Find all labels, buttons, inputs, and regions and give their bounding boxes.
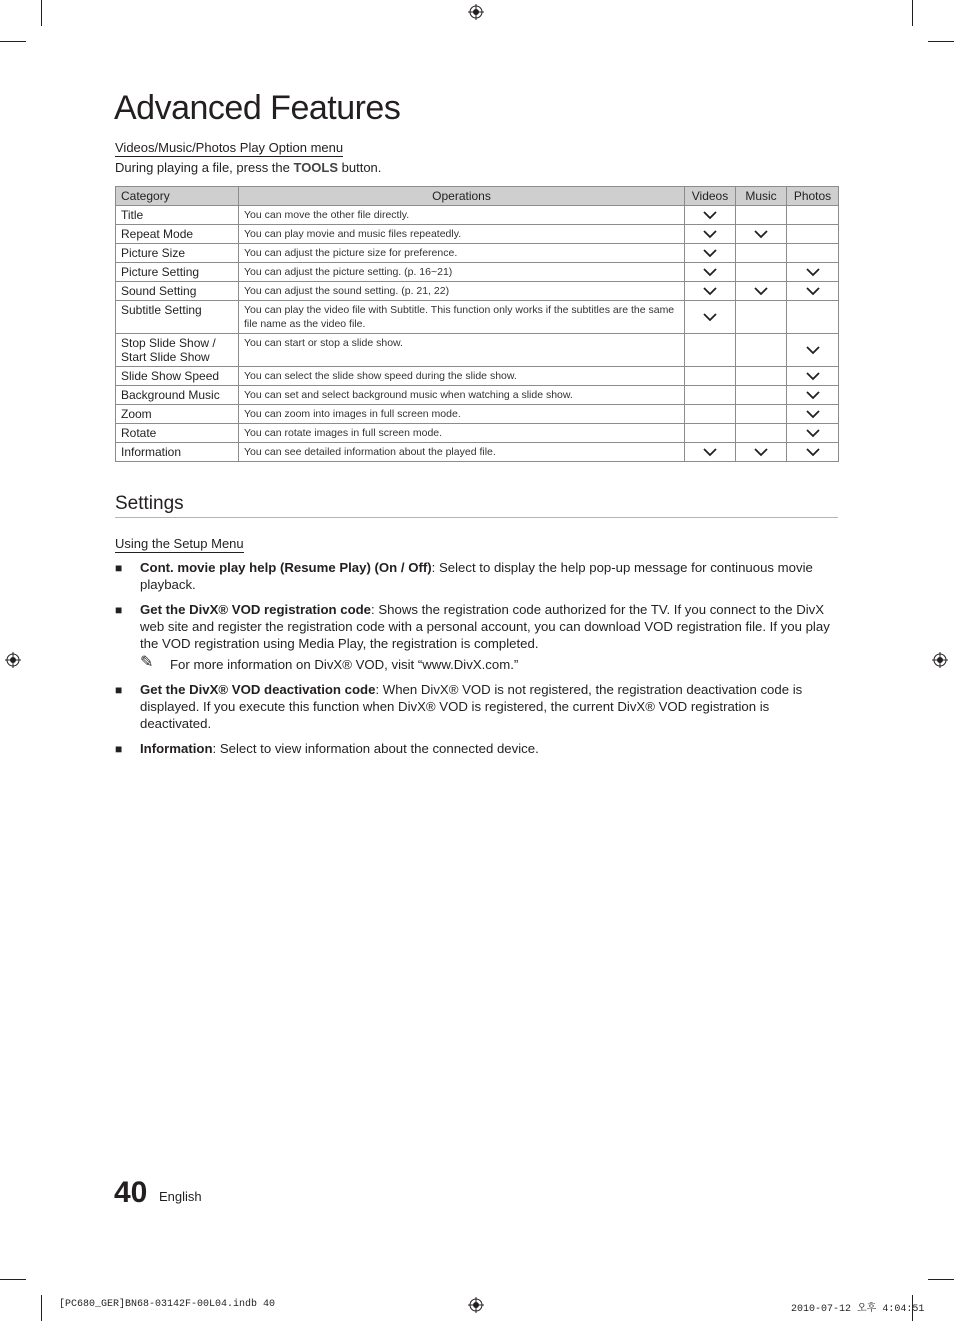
item-term: Cont. movie play help (Resume Play) (On / Off) [140, 560, 432, 575]
music-cell [736, 334, 787, 367]
operation-cell: You can start or stop a slide show. [239, 334, 685, 367]
note-text: For more information on DivX® VOD, visit “www.DivX.com.” [170, 657, 519, 672]
music-cell [736, 225, 787, 244]
operation-cell: You can select the slide show speed during the slide show. [239, 367, 685, 386]
check-mark-icon [787, 372, 838, 381]
category-cell: Slide Show Speed [116, 367, 239, 386]
play-option-table [115, 186, 839, 462]
item-text: : Select to display the help pop-up message for continuous movie playback. [140, 560, 813, 592]
videos-cell [685, 367, 736, 386]
category-cell: Information [116, 443, 239, 462]
settings-list [115, 559, 838, 765]
table-row [116, 301, 839, 334]
intro-prefix: During playing a file, press the [115, 160, 294, 175]
check-mark-icon [787, 346, 838, 355]
category-cell: Repeat Mode [116, 225, 239, 244]
table-row [116, 405, 839, 424]
operation-cell: You can move the other file directly. [239, 206, 685, 225]
column-header: Photos [787, 187, 839, 206]
crop-mark [928, 1279, 954, 1280]
check-mark-icon [787, 429, 838, 438]
item-term: Information [140, 741, 213, 756]
table-row [116, 367, 839, 386]
table-row [116, 424, 839, 443]
bullet-square-icon: ■ [115, 742, 123, 756]
check-mark-icon [685, 313, 735, 322]
videos-cell [685, 386, 736, 405]
crop-mark [0, 41, 26, 42]
operation-cell: You can adjust the picture setting. (p. 16~21) [239, 263, 685, 282]
photos-cell [787, 206, 839, 225]
operation-cell: You can play movie and music files repeatedly. [239, 225, 685, 244]
music-cell [736, 263, 787, 282]
music-cell [736, 244, 787, 263]
registration-mark-icon [5, 652, 21, 668]
column-header: Videos [685, 187, 736, 206]
photos-cell [787, 334, 839, 367]
check-mark-icon [787, 287, 838, 296]
list-item [115, 681, 838, 732]
crop-mark [41, 1295, 42, 1321]
photos-cell [787, 443, 839, 462]
videos-cell [685, 263, 736, 282]
note-pencil-icon: ✎ [140, 654, 154, 671]
music-cell [736, 386, 787, 405]
bullet-square-icon: ■ [115, 603, 123, 617]
bullet-square-icon: ■ [115, 683, 123, 697]
table-row [116, 263, 839, 282]
videos-cell [685, 225, 736, 244]
check-mark-icon [685, 268, 735, 277]
category-cell: Sound Setting [116, 282, 239, 301]
music-cell [736, 301, 787, 334]
videos-cell [685, 282, 736, 301]
check-mark-icon [736, 287, 786, 296]
crop-mark [928, 41, 954, 42]
table-header-row [116, 187, 839, 206]
settings-heading: Settings [115, 493, 838, 518]
videos-cell [685, 244, 736, 263]
category-cell: Subtitle Setting [116, 301, 239, 334]
photos-cell [787, 244, 839, 263]
item-text: : Shows the registration code authorized for the TV. If you connect to the DivX web site and register the registration code with a personal account, you can download VOD registration file. If you play the VOD registration using Media Play, the registration is completed. [140, 602, 830, 651]
check-mark-icon [685, 249, 735, 258]
operation-cell: You can play the video file with Subtitle. This function only works if the subtitles are the same file name as the video file. [239, 301, 685, 334]
crop-mark [0, 1279, 26, 1280]
column-header: Operations [239, 187, 685, 206]
photos-cell [787, 386, 839, 405]
crop-mark [912, 0, 913, 26]
check-mark-icon [787, 268, 838, 277]
table-body [116, 206, 839, 462]
category-cell: Title [116, 206, 239, 225]
setup-menu-heading: Using the Setup Menu [115, 536, 244, 551]
category-cell: Picture Size [116, 244, 239, 263]
table-row [116, 282, 839, 301]
table-row [116, 206, 839, 225]
photos-cell [787, 225, 839, 244]
play-option-heading-wrap [115, 139, 343, 157]
operation-cell: You can rotate images in full screen mode. [239, 424, 685, 443]
check-mark-icon [685, 287, 735, 296]
videos-cell [685, 334, 736, 367]
print-timestamp: 2010-07-12 오후 4:04:51 [791, 1304, 925, 1315]
operation-cell: You can adjust the sound setting. (p. 21, 22) [239, 282, 685, 301]
setup-menu-heading-wrap [115, 535, 244, 553]
category-cell: Stop Slide Show / Start Slide Show [116, 334, 239, 367]
videos-cell [685, 206, 736, 225]
operation-cell: You can zoom into images in full screen mode. [239, 405, 685, 424]
column-header: Music [736, 187, 787, 206]
table-row [116, 386, 839, 405]
music-cell [736, 282, 787, 301]
check-mark-icon [685, 230, 735, 239]
page-title: Advanced Features [114, 89, 401, 127]
category-cell: Background Music [116, 386, 239, 405]
item-term: Get the DivX® VOD registration code [140, 602, 372, 617]
check-mark-icon [685, 448, 735, 457]
list-item [115, 601, 838, 673]
music-cell [736, 443, 787, 462]
photos-cell [787, 367, 839, 386]
page-language: English [159, 1189, 202, 1204]
tools-key: TOOLS [293, 160, 339, 175]
music-cell [736, 367, 787, 386]
category-cell: Zoom [116, 405, 239, 424]
videos-cell [685, 301, 736, 334]
photos-cell [787, 424, 839, 443]
table-row [116, 244, 839, 263]
file-info: [PC680_GER]BN68-03142F-00L04.indb 40 [59, 1299, 276, 1310]
videos-cell [685, 424, 736, 443]
operation-cell: You can set and select background music when watching a slide show. [239, 386, 685, 405]
intro-suffix: button. [338, 160, 382, 175]
table-row [116, 443, 839, 462]
category-cell: Rotate [116, 424, 239, 443]
check-mark-icon [736, 230, 786, 239]
photos-cell [787, 301, 839, 334]
check-mark-icon [736, 448, 786, 457]
column-header: Category [116, 187, 239, 206]
note [140, 656, 838, 673]
registration-mark-icon [468, 1297, 484, 1313]
category-cell: Picture Setting [116, 263, 239, 282]
music-cell [736, 206, 787, 225]
music-cell [736, 405, 787, 424]
check-mark-icon [685, 211, 735, 220]
table-row [116, 334, 839, 367]
bullet-square-icon: ■ [115, 561, 123, 575]
photos-cell [787, 263, 839, 282]
play-option-intro [115, 160, 381, 175]
music-cell [736, 424, 787, 443]
operation-cell: You can adjust the picture size for preference. [239, 244, 685, 263]
operation-cell: You can see detailed information about the played file. [239, 443, 685, 462]
play-option-heading: Videos/Music/Photos Play Option menu [115, 140, 344, 155]
videos-cell [685, 443, 736, 462]
page-number: 40 [114, 1176, 148, 1209]
item-text: : Select to view information about the connected device. [212, 741, 539, 756]
registration-mark-icon [468, 4, 484, 20]
photos-cell [787, 282, 839, 301]
list-item [115, 559, 838, 593]
check-mark-icon [787, 391, 838, 400]
table-row [116, 225, 839, 244]
videos-cell [685, 405, 736, 424]
check-mark-icon [787, 410, 838, 419]
list-item [115, 740, 838, 757]
item-text: : When DivX® VOD is not registered, the registration deactivation code is displayed. If you execute this function when DivX® VOD is registered, the current DivX® VOD registration is deactivated. [140, 682, 803, 731]
check-mark-icon [787, 448, 838, 457]
photos-cell [787, 405, 839, 424]
crop-mark [41, 0, 42, 26]
item-term: Get the DivX® VOD deactivation code [140, 682, 376, 697]
registration-mark-icon [932, 652, 948, 668]
